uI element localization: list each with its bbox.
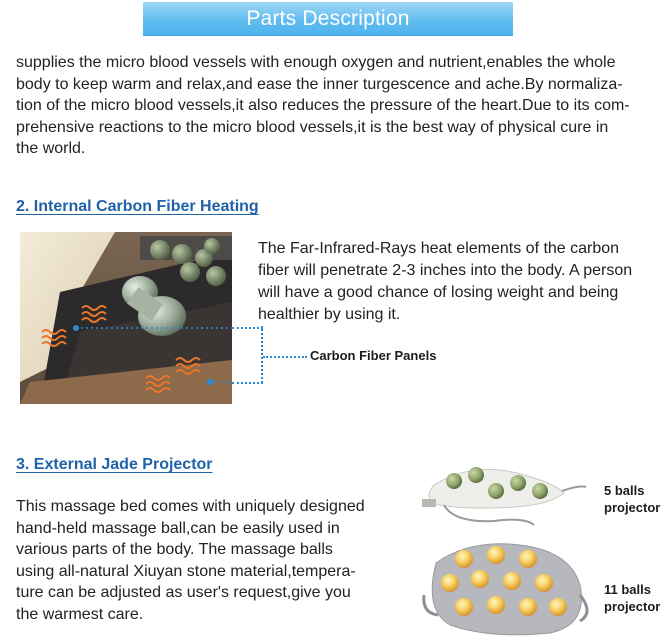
callout-line-lower (232, 382, 263, 384)
section2-line: fiber will penetrate 2-3 inches into the body. A person (258, 262, 633, 279)
section3-line: the warmest care. (16, 605, 144, 623)
section3-line: using all-natural Xiuyan stone material,tempera- (16, 562, 356, 580)
section3-line: This massage bed comes with uniquely designed (16, 498, 365, 515)
section3-line: various parts of the body. The massage balls (16, 541, 333, 558)
eleven-ball-projector-image (420, 535, 600, 640)
section3-paragraph (16, 496, 396, 625)
section3-line: ture can be adjusted as user's request,give you (16, 584, 351, 601)
section3-line: hand-held massage ball,can be easily used in (16, 519, 340, 537)
callout-line-upper (232, 327, 263, 329)
section2-line: healthier by using it. (258, 306, 401, 323)
carbon-fiber-panels-label: Carbon Fiber Panels (310, 348, 437, 363)
projector-label-line: 5 balls (604, 483, 645, 498)
banner-title: Parts Description (246, 6, 410, 30)
carbon-fiber-bed-photo (20, 232, 232, 404)
intro-line: the world. (16, 140, 86, 157)
eleven-ball-projector-label (604, 581, 660, 615)
callout-connector (261, 326, 263, 383)
section2-title: 2. Internal Carbon Fiber Heating (16, 198, 259, 215)
intro-paragraph (16, 52, 656, 160)
projector-label-line: projector (604, 599, 661, 614)
intro-line: tion of the micro blood vessels,it also reduces the pressure of the heart.Due to its com- (16, 97, 630, 114)
section2-line: The Far-Infrared-Rays heat elements of the carbon (258, 240, 620, 257)
section3-title: 3. External Jade Projector (16, 456, 213, 473)
five-ball-projector-image (414, 455, 594, 530)
intro-line: supplies the micro blood vessels with enough oxygen and nutrient,enables the whole (16, 54, 616, 71)
callout-pointer (263, 356, 307, 358)
projector-label-line: projector (604, 500, 661, 515)
projector-label-line: 11 balls (604, 582, 651, 597)
five-ball-projector-label (604, 482, 660, 516)
section-banner (143, 2, 513, 36)
intro-line: body to keep warm and relax,and ease the inner turgescence and ache.By normaliza- (16, 75, 623, 93)
section2-paragraph (258, 238, 668, 326)
intro-line: prehensive reactions to the micro blood vessels,it is the best way of physical cure in (16, 118, 609, 136)
section2-line: will have a good chance of losing weight and being (258, 284, 619, 301)
